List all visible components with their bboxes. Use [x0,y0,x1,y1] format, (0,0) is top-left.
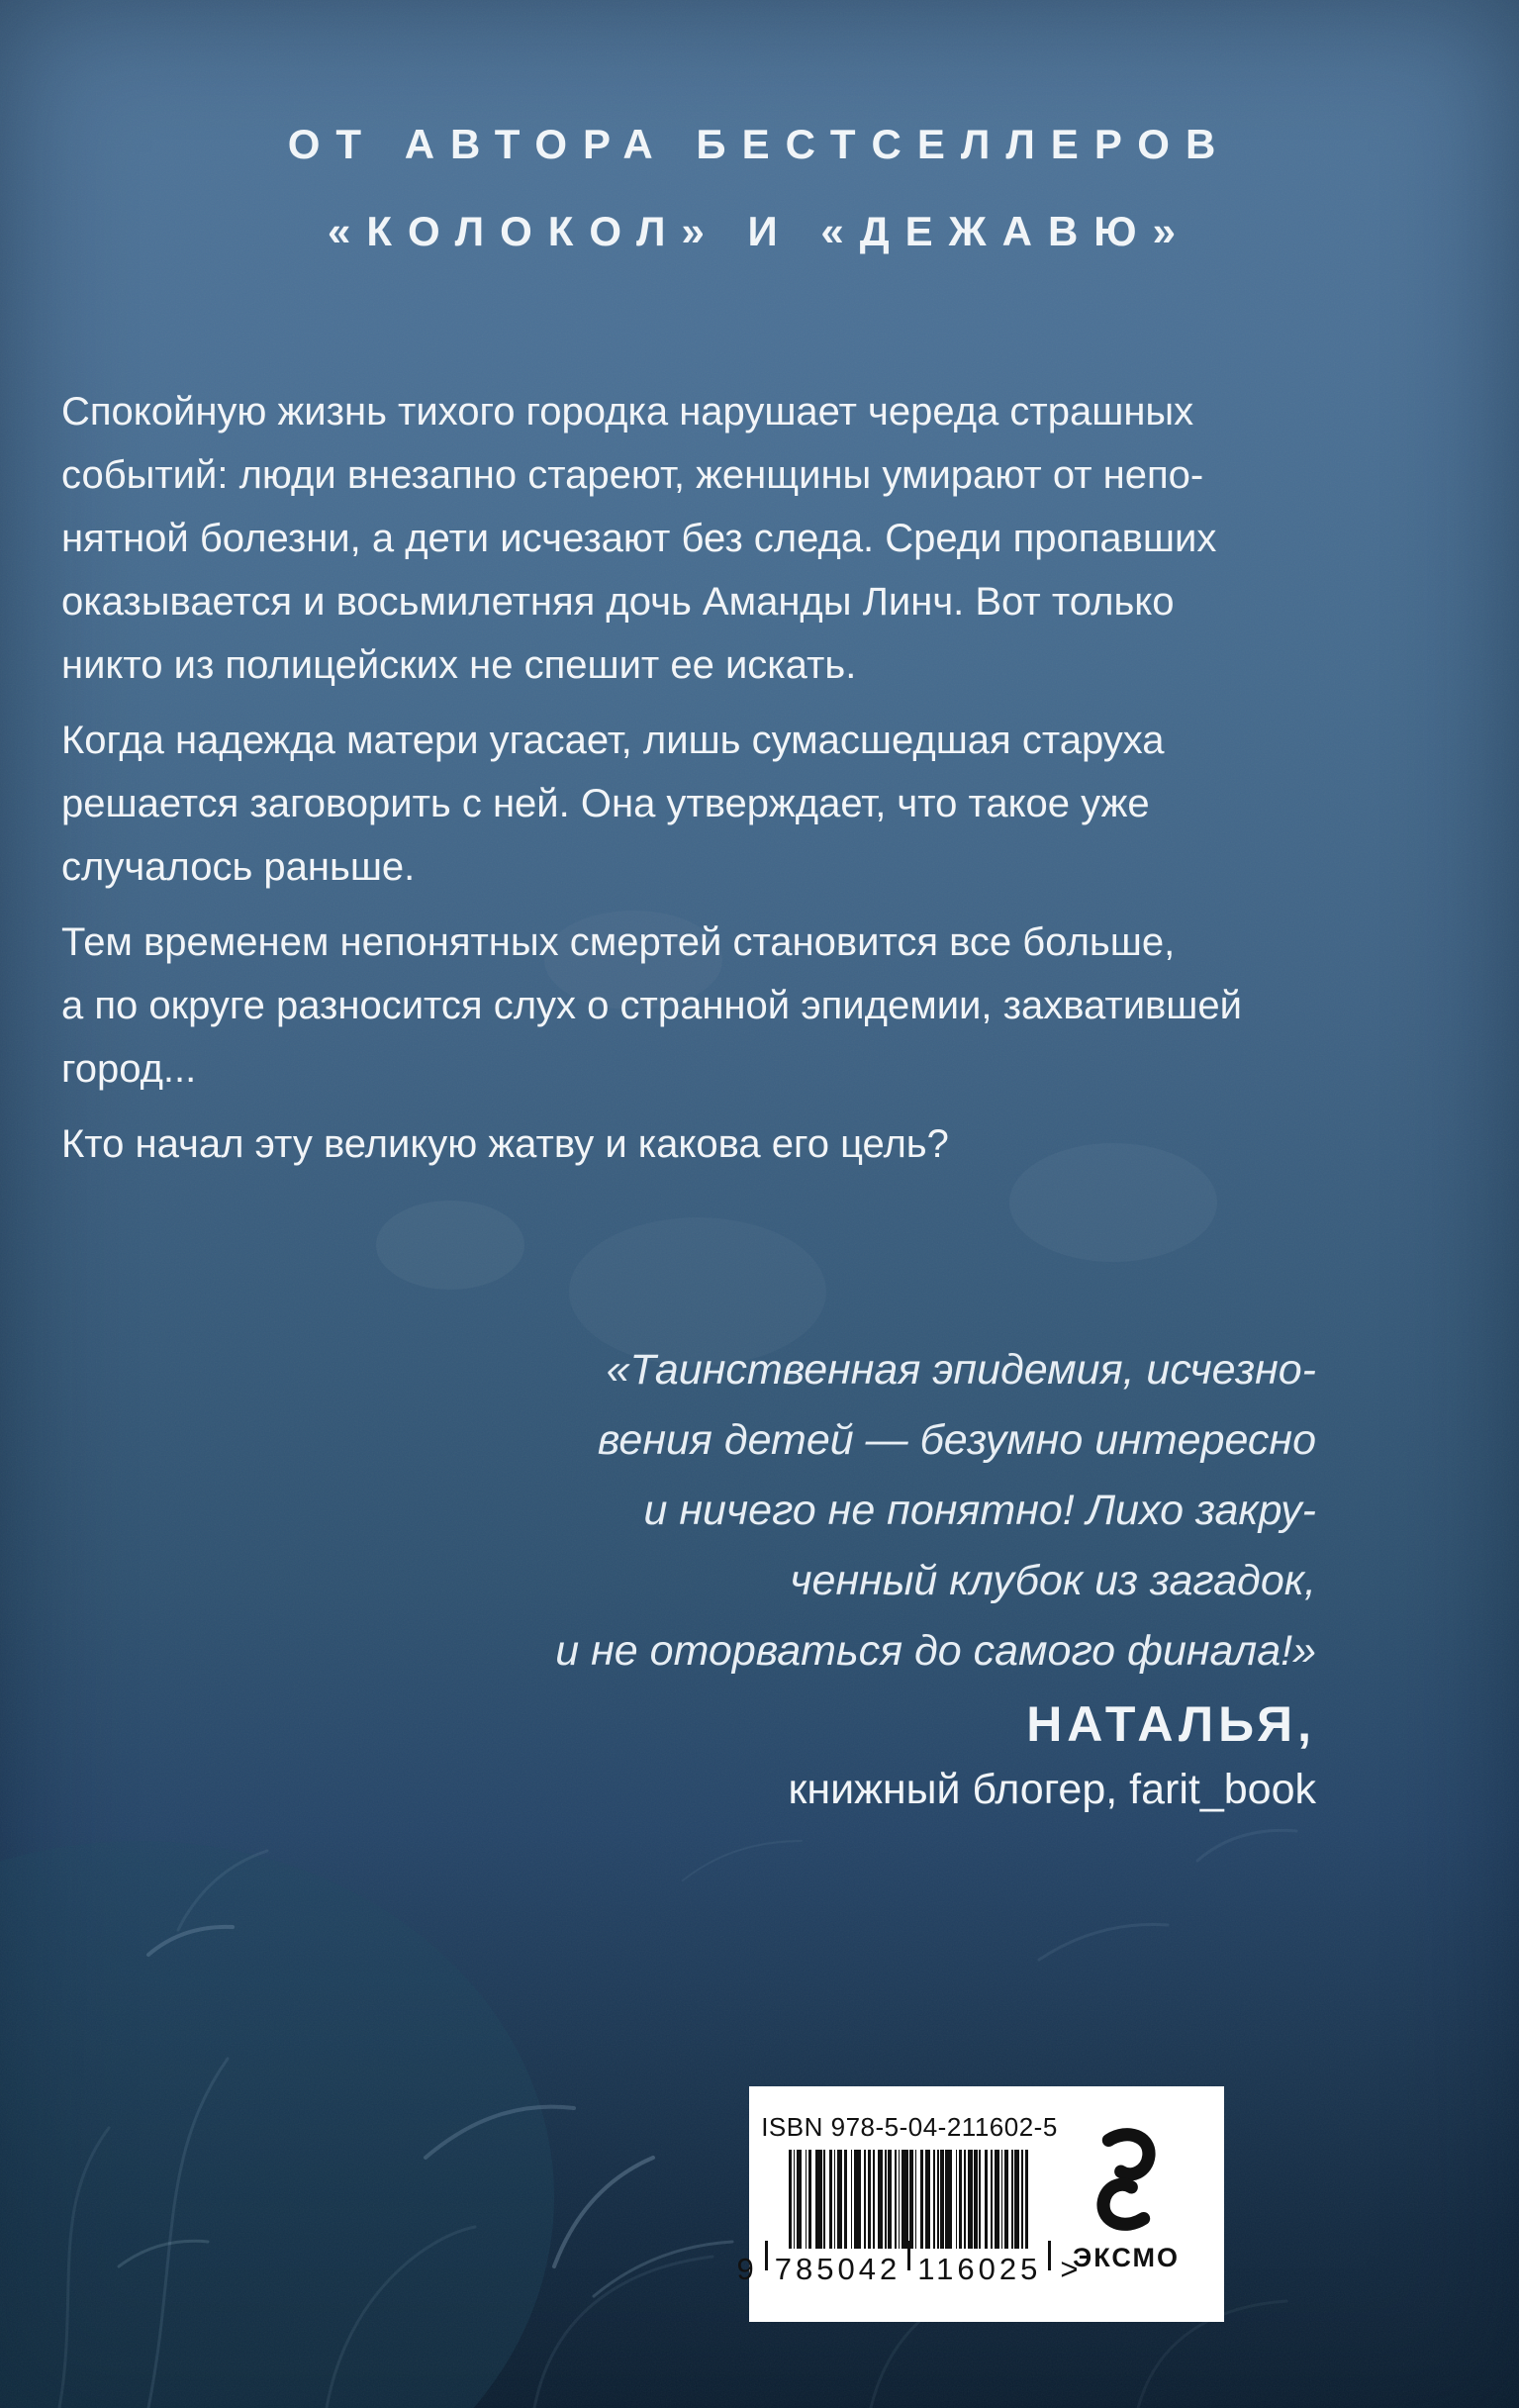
eksmo-logo-wordmark: ЭКСМО [1073,2243,1180,2272]
isbn-number: ISBN 978-5-04-211602-5 [761,2112,1058,2142]
synopsis-line: случалось раньше. [61,845,416,889]
reviewer-name: НАТАЛЬЯ, [1026,1696,1316,1752]
synopsis-line: событий: люди внезапно стареют, женщины умирают от непо- [61,453,1204,497]
quote-line: «Таинственная эпидемия, исчезно- [606,1346,1316,1394]
synopsis-line: решается заговорить с ней. Она утверждает, что такое уже [61,782,1150,825]
synopsis-line: никто из полицейских не спешит ее искать. [61,643,857,687]
quote-line: и не оторваться до самого финала!» [555,1627,1316,1675]
isbn-barcode-panel [736,2086,1224,2322]
eksmo-logo-icon [1083,2128,1170,2231]
synopsis-paragraph [61,380,1479,697]
synopsis-line: Спокойную жизнь тихого городка нарушает череда страшных [61,390,1194,433]
barcode-digits [737,2253,1083,2286]
barcode-column [736,2112,1083,2306]
barcode-digit-group: 785042 [774,2252,902,2286]
review-quote [555,1335,1316,1686]
synopsis-line: Когда надежда матери угасает, лишь сумасшедшая старуха [61,719,1165,762]
synopsis-paragraph [61,709,1479,899]
quote-attribution [789,1694,1316,1817]
barcode-guard-bar [765,2241,768,2270]
synopsis-paragraph [61,911,1479,1101]
reviewer-role: книжный блогер, farit_book [788,1766,1316,1813]
tagline-line-2: «КОЛОКОЛ» И «ДЕЖАВЮ» [328,208,1191,254]
author-tagline [0,101,1519,275]
synopsis-line: оказывается и восьмилетняя дочь Аманды Линч. Вот только [61,580,1175,624]
synopsis-paragraph [61,1112,1479,1176]
barcode-arrow: > [1060,2252,1083,2286]
synopsis-text [61,380,1479,1188]
quote-line: и ничего не понятно! Лихо закру- [643,1487,1316,1534]
ean13-barcode [789,2150,1031,2249]
synopsis-line: нятной болезни, а дети исчезают без следа. Среди пропавших [61,517,1217,560]
quote-line: ченный клубок из загадок, [790,1557,1316,1604]
barcode-digit-group: 116025 [917,2252,1042,2286]
barcode-guard-bar [907,2241,910,2270]
synopsis-line: а по округе разносится слух о странной эпидемии, захватившей [61,984,1242,1027]
synopsis-line: Тем временем непонятных смертей становится все больше, [61,920,1176,964]
tagline-line-1: ОТ АВТОРА БЕСТСЕЛЛЕРОВ [287,121,1232,167]
synopsis-line: Кто начал эту великую жатву и какова его цель? [61,1122,949,1166]
quote-line: вения детей — безумно интересно [597,1416,1316,1464]
barcode-digit-group: 9 [736,2252,758,2286]
synopsis-line: город... [61,1047,197,1091]
publisher-logo-block [1042,2112,1210,2306]
